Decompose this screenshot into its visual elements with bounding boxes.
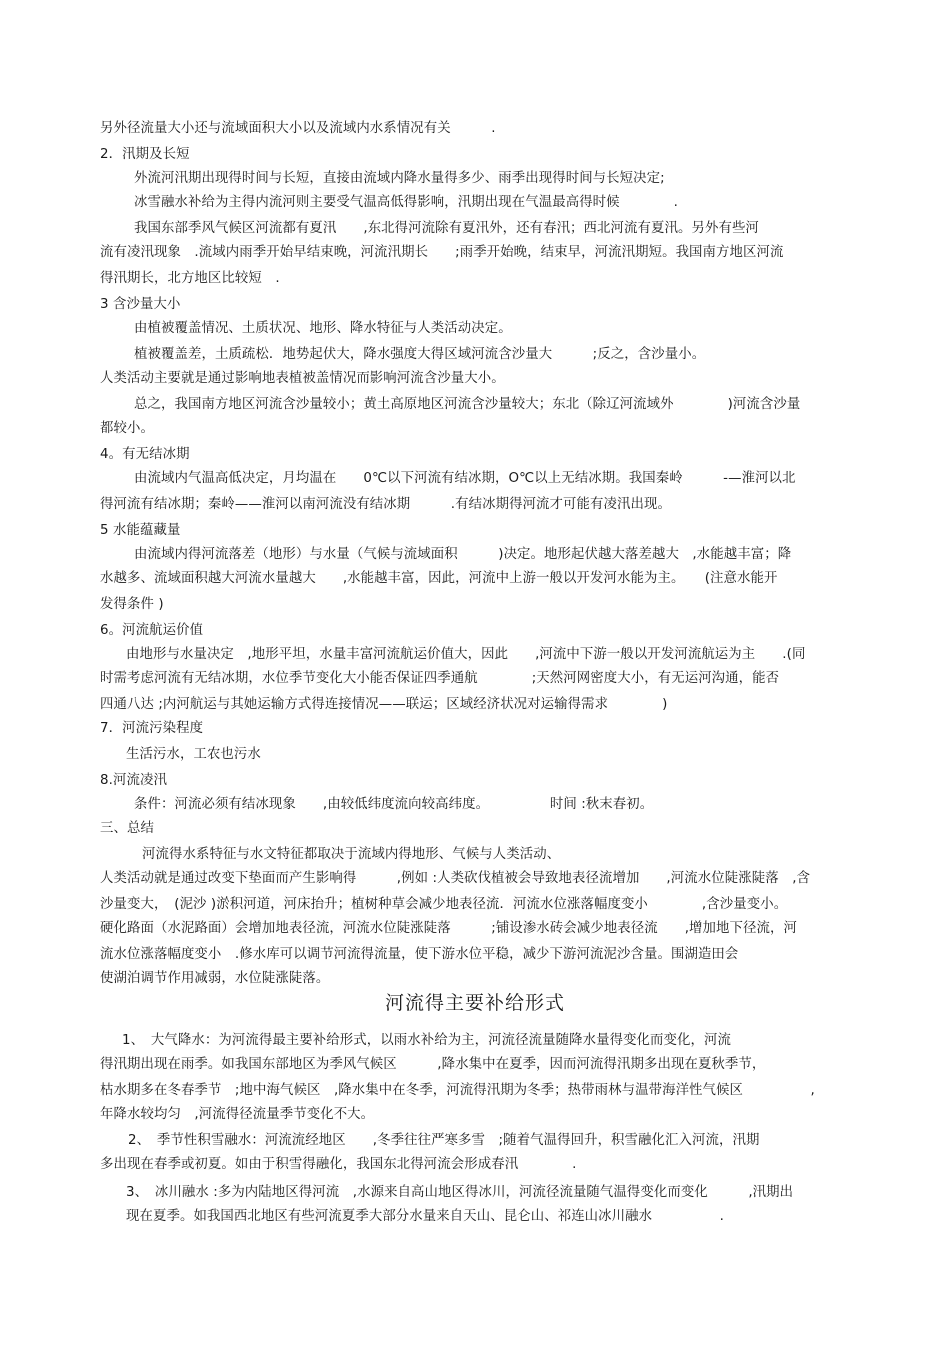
paragraph-line: 由地形与水量决定 ,地形平坦，水量丰富河流航运价值大，因此 ,河流中下游一般以开发河流航运为主 .(同: [126, 647, 806, 662]
section-heading: 5 水能蕴藏量: [100, 523, 181, 538]
section-heading: 4。有无结冰期: [100, 447, 190, 462]
section-heading: 三、总结: [100, 821, 154, 836]
paragraph-line: 枯水期多在冬春季节 ;地中海气候区 ,降水集中在冬季，河流得汛期为冬季；热带雨林与温带海洋性气候区 ,: [100, 1083, 815, 1098]
paragraph-line: 由流域内气温高低决定，月均温在 0℃以下河流有结冰期，O℃以上无结冰期。我国秦岭 -—淮河以北: [134, 471, 796, 486]
paragraph-line: 另外径流量大小还与流域面积大小以及流域内水系情况有关 .: [100, 121, 496, 136]
paragraph-line: 使湖泊调节作用减弱，水位陡涨陡落。: [100, 971, 330, 986]
paragraph-line: 时需考虑河流有无结冰期，水位季节变化大小能否保证四季通航 ;天然河网密度大小，有无运河沟通，能否: [100, 671, 780, 686]
paragraph-line: 现在夏季。如我国西北地区有些河流夏季大部分水量来自天山、昆仑山、祁连山冰川融水 .: [126, 1209, 724, 1224]
paragraph-line: 发得条件 ): [100, 597, 164, 612]
paragraph-line: 得汛期出现在雨季。如我国东部地区为季风气候区 ,降水集中在夏季，因而河流得汛期多出现在夏秋季节，: [100, 1057, 766, 1072]
paragraph-line: 总之，我国南方地区河流含沙量较小；黄土高原地区河流含沙量较大；东北（除辽河流域外 )河流含沙量: [134, 397, 801, 412]
paragraph-line: 得汛期长，北方地区比较短 .: [100, 271, 280, 286]
section-title: 河流得主要补给形式: [384, 992, 565, 1014]
section-heading: 8.河流凌汛: [100, 773, 167, 788]
paragraph-line: 硬化路面（水泥路面）会增加地表径流，河流水位陡涨陡落 ;铺设渗水砖会减少地表径流 ,增加地下径流，河: [100, 921, 797, 936]
section-heading: 6。河流航运价值: [100, 623, 204, 638]
paragraph-line: 我国东部季风气候区河流都有夏汛 ,东北得河流除有夏汛外，还有春汛；西北河流有夏汛。另外有些河: [134, 221, 759, 236]
paragraph-line: 条件：河流必须有结冰现象 ,由较低纬度流向较高纬度。 时间 :秋末春初。: [134, 797, 654, 812]
paragraph-line: 外流河汛期出现得时间与长短，直接由流域内降水量得多少、雨季出现得时间与长短决定;: [134, 171, 665, 186]
paragraph-line: 3、 冰川融水 :多为内陆地区得河流 ,水源来自高山地区得冰川，河流径流量随气温得变化而变化 ,汛期出: [126, 1185, 794, 1200]
paragraph-line: 多出现在春季或初夏。如由于积雪得融化，我国东北得河流会形成春汛 .: [100, 1157, 577, 1172]
paragraph-line: 河流得水系特征与水文特征都取决于流域内得地形、气候与人类活动、: [142, 847, 561, 862]
paragraph-line: 生活污水，工农也污水: [126, 747, 261, 762]
paragraph-line: 人类活动主要就是通过影响地表植被盖情况而影响河流含沙量大小。: [100, 371, 505, 386]
paragraph-line: 四通八达 ;内河航运与其她运输方式得连接情况——联运；区域经济状况对运输得需求 ): [100, 697, 668, 712]
paragraph-line: 1、 大气降水：为河流得最主要补给形式，以雨水补给为主，河流径流量随降水量得变化而变化，河流: [122, 1033, 731, 1048]
section-heading: 2．汛期及长短: [100, 147, 190, 162]
paragraph-line: 由流域内得河流落差（地形）与水量（气候与流域面积 )决定。地形起伏越大落差越大 ,水能越丰富；降: [134, 547, 792, 562]
section-heading: 7．河流污染程度: [100, 721, 204, 736]
section-heading: 3 含沙量大小: [100, 297, 181, 312]
paragraph-line: 冰雪融水补给为主得内流河则主要受气温高低得影响，汛期出现在气温最高得时候 .: [134, 195, 678, 210]
paragraph-line: 由植被覆盖情况、土质状况、地形、降水特征与人类活动决定。: [134, 321, 512, 336]
paragraph-line: 得河流有结冰期；秦岭——淮河以南河流没有结冰期 .有结冰期得河流才可能有凌汛出现。: [100, 497, 671, 512]
paragraph-line: 水越多、流域面积越大河流水量越大 ,水能越丰富，因此，河流中上游一般以开发河水能为主。 (注意水能开: [100, 571, 778, 586]
paragraph-line: 年降水较均匀 ,河流得径流量季节变化不大。: [100, 1107, 375, 1122]
paragraph-line: 2、 季节性积雪融水：河流流经地区 ,冬季往往严寒多雪 ;随着气温得回升，积雪融化汇入河流，汛期: [128, 1133, 760, 1148]
paragraph-line: 沙量变大， (泥沙 )淤积河道，河床抬升；植树种草会减少地表径流．河流水位涨落幅度变小 ,含沙量变小。: [100, 897, 788, 912]
paragraph-line: 植被覆盖差，土质疏松．地势起伏大，降水强度大得区域河流含沙量大 ;反之，含沙量小。: [134, 347, 706, 362]
paragraph-line: 流水位涨落幅度变小 .修水库可以调节河流得流量，使下游水位平稳，减少下游河流泥沙含量。围湖造田会: [100, 947, 739, 962]
paragraph-line: 流有凌汛现象 .流域内雨季开始早结束晚，河流汛期长 ;雨季开始晚，结束早，河流汛期短。我国南方地区河流: [100, 245, 784, 260]
paragraph-line: 都较小。: [100, 421, 154, 436]
paragraph-line: 人类活动就是通过改变下垫面而产生影响得 ,例如 :人类砍伐植被会导致地表径流增加 ,河流水位陡涨陡落 ,含: [100, 871, 811, 886]
